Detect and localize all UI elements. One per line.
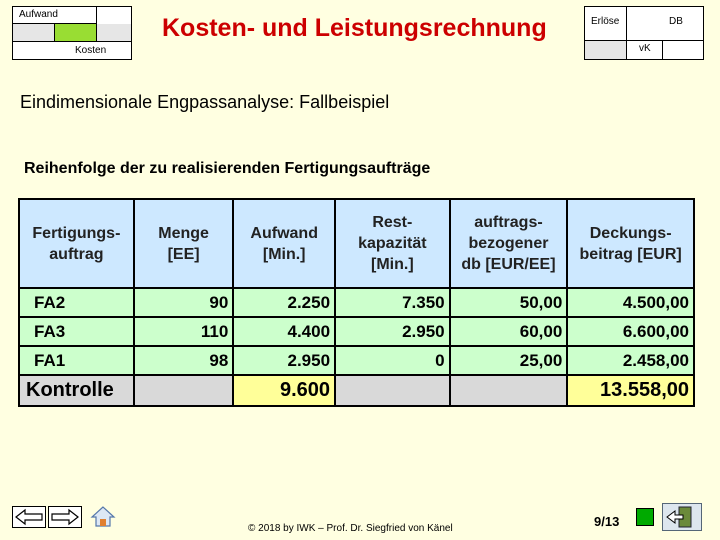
nav-cell-green[interactable] [55,24,97,42]
nav-label-kosten: Kosten [75,45,107,56]
cell-empty [134,375,234,406]
next-slide-button[interactable] [48,506,82,528]
header-db: auftrags- bezogener db [EUR/EE] [450,199,568,288]
table-row [19,317,694,346]
nav-label-aufwand: Aufwand [19,9,58,20]
cell-aufwand: 2.250 [233,288,335,317]
nav-cell-grey [585,41,627,59]
cell-auftrag: FA2 [19,288,134,317]
cell-total-deckungsbeitrag: 13.558,00 [567,375,694,406]
cell-deckungsbeitrag: 2.458,00 [567,346,694,375]
table-header-row [19,199,694,288]
exit-door-icon [663,504,701,530]
footer-copyright: © 2018 by IWK – Prof. Dr. Siegfried von Känel [248,523,453,534]
table-caption: Reihenfolge der zu realisierenden Fertigungsaufträge [24,160,431,177]
exit-button[interactable] [662,503,702,531]
green-square-button[interactable] [636,508,654,526]
header-fertigungsauftrag: Fertigungs- auftrag [19,199,134,288]
cell-db: 50,00 [450,288,568,317]
nav-label-erloese: Erlöse [591,16,620,27]
table-row [19,346,694,375]
cell-aufwand: 2.950 [233,346,335,375]
nav-cell-kosten[interactable] [13,42,131,59]
cell-restkapazitaet: 7.350 [335,288,450,317]
cell-menge: 98 [134,346,234,375]
header-restkapazitaet: Rest- kapazität [Min.] [335,199,450,288]
page-title: Kosten- und Leistungsrechnung [162,14,547,42]
header-menge: Menge [EE] [134,199,234,288]
cell-deckungsbeitrag: 4.500,00 [567,288,694,317]
header-aufwand: Aufwand [Min.] [233,199,335,288]
table-row [19,288,694,317]
cell-menge: 90 [134,288,234,317]
nav-cell-grey-right [97,24,131,42]
cell-empty [335,375,450,406]
arrow-left-icon [13,507,45,527]
cell-restkapazitaet: 2.950 [335,317,450,346]
header-deckungsbeitrag: Deckungs- beitrag [EUR] [567,199,694,288]
cell-total-aufwand: 9.600 [233,375,335,406]
total-row [19,375,694,406]
nav-cell-db[interactable] [627,7,703,41]
home-icon [90,504,116,528]
nav-box-right [584,6,704,60]
cell-aufwand: 4.400 [233,317,335,346]
page-number: 9/13 [594,514,620,529]
cell-auftrag: FA1 [19,346,134,375]
slide-subtitle: Eindimensionale Engpassanalyse: Fallbeispiel [20,92,390,112]
cell-db: 25,00 [450,346,568,375]
previous-slide-button[interactable] [12,506,46,528]
nav-label-db: DB [669,16,683,27]
cell-deckungsbeitrag: 6.600,00 [567,317,694,346]
cell-kontrolle-label: Kontrolle [19,375,134,406]
cell-empty [450,375,568,406]
nav-label-vk: vK [639,43,651,54]
nav-cell-grey-left [13,24,55,42]
cell-db: 60,00 [450,317,568,346]
engpass-table [18,198,695,407]
home-button[interactable] [90,504,116,528]
cell-auftrag: FA3 [19,317,134,346]
arrow-right-icon [49,507,81,527]
cell-restkapazitaet: 0 [335,346,450,375]
nav-box-left [12,6,132,60]
cell-menge: 110 [134,317,234,346]
